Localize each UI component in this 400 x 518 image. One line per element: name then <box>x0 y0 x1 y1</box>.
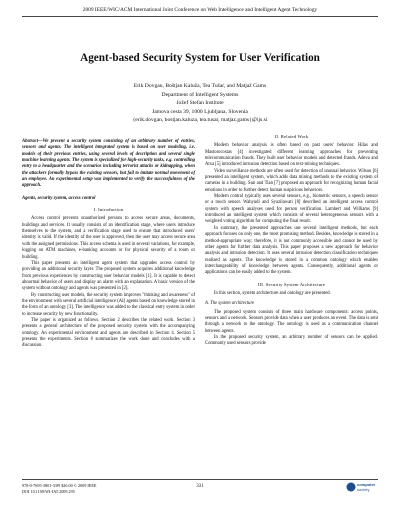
intro-paragraph-1: Access control prevents unauthorized persons to access secure areas, documents, buildings and services. It usually consists of an identification stage, where users introduce themselves to the system, and a verification stage used to ensure that introduced users' identity is valid. If the identity of the user is approved, then the user may access secure area with the assigned permissions. This access schema is used in several variations, for example, logging on ATM machines, e-banking accounts or for physical security of a room or building. <box>22 216 195 260</box>
architecture-intro: In this section, system architecture and ontology are presented. <box>214 290 331 296</box>
author-emails: {erik.dovgan, bostjan.kaluza, tea.tusar, matjaz.gams}@ijs.si <box>132 117 268 124</box>
intro-paragraph-2: This paper presents an intelligent agent system that upgrades access control by providing an additional security layer. The proposed system acquires additional knowledge from previous experiences by constructing user behavior models [1]. It is capable to detect abnormal behavior of users and display an alarm with an explanation. A basic version of the system without ontology and agents was presented in [2]. <box>22 260 195 292</box>
section-heading-architecture: III. Security System Architecture <box>257 281 326 287</box>
subsection-heading-system-architecture: A. The system architecture <box>205 301 255 307</box>
logo-text: computer <box>357 482 376 487</box>
section-heading-related-work: II. Related Work <box>274 134 309 139</box>
author-department: Department of Intelligent Systems <box>161 91 239 98</box>
architecture-paragraph-1: The proposed system consists of three main hardware components: access points, sensors and a network. Sensors provide data when a user produces an event. The data is sent through a network to the ontology. The ontology is used as a communication channel between agents. <box>205 309 378 334</box>
architecture-paragraph-2: In the proposed security system, an arbitrary number of sensors can be applied. Commonly used sensors provide <box>205 334 378 347</box>
logo-text-2: society <box>357 487 370 492</box>
author-address: Jamova cesta 39, 1000 Ljubljana, Slovenia <box>152 108 248 115</box>
author-institute: Jožef Stefan Institute <box>176 100 224 107</box>
author-block <box>0 82 400 125</box>
logo-mark-icon <box>347 483 356 492</box>
intro-paragraph-4: The paper is organized as follows. Section 2 describes the related work. Section 3 presents a general architecture of the proposed security system with the accompanying ontology. An experimental environment and agents are described in Section 4. Section 5 presents the experiments. Section 6 summarizes the work done and concludes with a discussion. <box>22 317 195 349</box>
computer-society-logo <box>346 480 378 494</box>
left-column <box>22 139 195 350</box>
footer-rule <box>22 479 378 480</box>
header-rule <box>22 16 378 17</box>
keywords: Agents, security system, access control <box>22 195 96 201</box>
page-number: 331 <box>196 484 204 489</box>
footer-doi: DOI 10.1109/WI-IAT.2009.295 <box>22 488 75 494</box>
intro-paragraph-3: By constructing user models, the security system improves "thinking and awareness" of the environment with several artificial intelligence (AI) agents based on knowledge stored in the form of an ontology [3]. The intelligence was added to the classical entry system in order to increase security by new functionality. <box>22 292 195 317</box>
abstract: Abstract—We present a security system consisting of an arbitrary number of entries, sensors and agents. The intelligent integrated system is based on user modeling, i.e. models of their previous entries, using several levels of description and several single machine learning agents. The system is specialized for high-security tasks, e.g. controlling entry to a headquarter and the scenarios including terrorist attacks or kidnapping, when the attackers formally bypass the existing sensors, but fail to imitate normal movement of an employee. An experimental setup was implemented to verify the successfulness of the approach. <box>22 139 195 189</box>
section-heading-introduction: I. Introduction <box>93 207 124 213</box>
related-paragraph-3: Modern control typically uses several sensors, e.g., biometric sensors, a speech sensor or a touch sensor. Wahyudi and Syazilawati [8] described an intelligent access control system with speech analyses used for person verification. Lambert and Williams [9] introduced an intelligent system which consists of several heterogeneous sensors with a weighted voting algorithm for computing the final result. <box>205 194 378 225</box>
right-column <box>205 134 378 348</box>
author-names: Erik Dovgan, Boštjan Kaluža, Tea Tušar, and Matjaž Gams <box>133 83 267 89</box>
related-paragraph-1: Modern behavior analysis is often based on past users' behavior. Hilas and Mastorocostas [4] investigated different learning approaches for preventing telecommunication frauds. They built user behavior models and detected frauds. Adeva and Atxa [5] introduced intrusion detection based on text-mining techniques. <box>205 143 378 168</box>
footer-isbn: 978-0-7695-3801-3/09 $26.00 © 2009 IEEE <box>22 483 97 488</box>
conference-header: 2009 IEEE/WIC/ACM International Joint Conference on Web Intelligence and Intelligent Agent Technology <box>82 7 318 13</box>
related-paragraph-4: In summary, the presented approaches use several intelligent methods, but each approach focuses on only one, the most promising method. Besides, knowledge is stored in a method-appropriate way; therefore, it is not commonly accessible and cannot be used by other agents for further data analysis. This paper proposes a new approach for behavior analysis and intrusion detection. It uses several intrusion detection classification techniques realized as agents. The knowledge is stored in a common ontology which enables interchangeability of knowledge between agents. Consequently, additional agents or applications can be easily added to the system. <box>205 225 378 276</box>
paper-title: Agent-based Security System for User Verification <box>80 52 320 64</box>
related-paragraph-2: Video surveillance methods are often used for detection of unusual behavior. Wilson [6] presented an intelligent system, which adds data mining methods to the existing system of cameras in a building. Sun and Tian [7] proposed an approach for recognizing human facial emotions in order to further detect human suspicious behaviors. <box>205 168 378 193</box>
